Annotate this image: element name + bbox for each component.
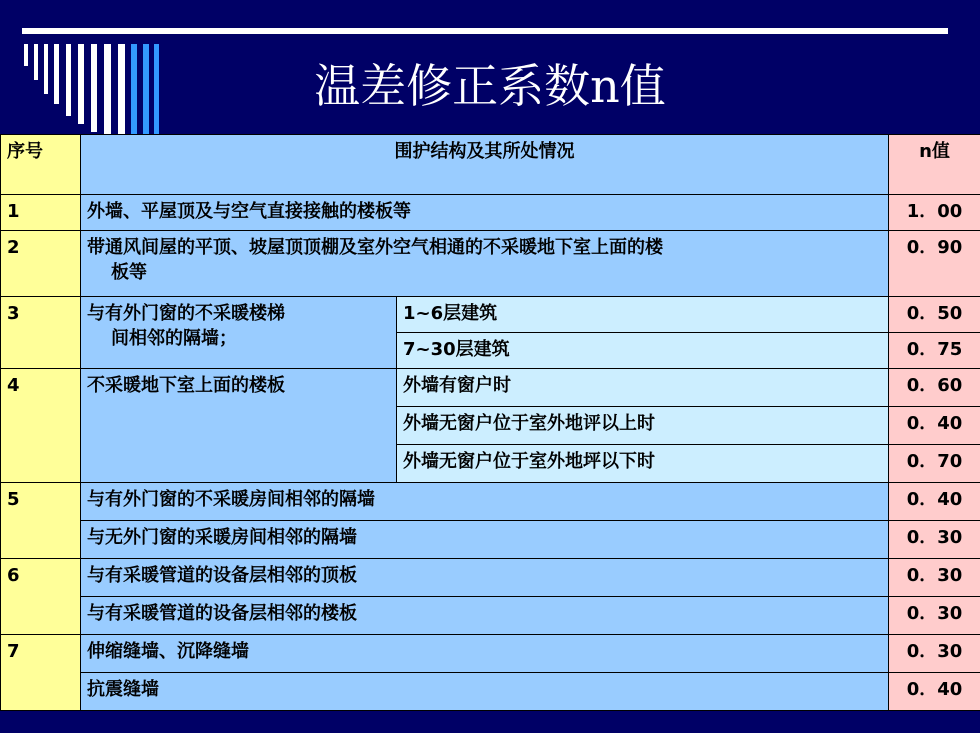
top-rule xyxy=(22,28,948,34)
coefficient-table xyxy=(0,134,980,711)
value-cell: 0．90 xyxy=(889,231,980,297)
desc-cell: 与有采暖管道的设备层相邻的楼板 xyxy=(81,597,889,635)
seq-cell: 4 xyxy=(1,369,81,483)
seq-cell: 3 xyxy=(1,297,81,369)
seq-cell: 2 xyxy=(1,231,81,297)
table-row xyxy=(1,673,980,711)
value-cell: 0．40 xyxy=(889,407,980,445)
desc-line: 间相邻的隔墙； xyxy=(111,328,237,349)
desc-cell: 伸缩缝墙、沉降缝墙 xyxy=(81,635,889,673)
desc-cell: 抗震缝墙 xyxy=(81,673,889,711)
table-row xyxy=(1,559,980,597)
desc-line: 带通风间屋的平顶、坡屋顶顶棚及室外空气相通的不采暖地下室上面的楼 xyxy=(87,237,663,258)
value-cell: 0．75 xyxy=(889,333,980,369)
table-row xyxy=(1,635,980,673)
header-desc: 围护结构及其所处情况 xyxy=(81,135,889,195)
value-cell: 0．70 xyxy=(889,445,980,483)
value-cell: 0．30 xyxy=(889,635,980,673)
table-header-row xyxy=(1,135,980,195)
sub-desc-cell: 7~30层建筑 xyxy=(397,333,889,369)
desc-line: 与有外门窗的不采暖楼梯 xyxy=(87,303,285,324)
table-row xyxy=(1,231,980,297)
table-row xyxy=(1,297,980,333)
desc-cell xyxy=(81,231,889,297)
seq-cell: 5 xyxy=(1,483,81,559)
value-cell: 0．40 xyxy=(889,483,980,521)
sub-desc-cell: 外墙有窗户时 xyxy=(397,369,889,407)
value-cell: 0．30 xyxy=(889,559,980,597)
table-row xyxy=(1,597,980,635)
sub-desc-cell: 1~6层建筑 xyxy=(397,297,889,333)
sub-desc-cell: 外墙无窗户位于室外地坪以下时 xyxy=(397,445,889,483)
table-row xyxy=(1,195,980,231)
value-cell: 0．50 xyxy=(889,297,980,333)
table-row xyxy=(1,521,980,559)
desc-cell: 与有采暖管道的设备层相邻的顶板 xyxy=(81,559,889,597)
header-val: n值 xyxy=(889,135,980,195)
desc-cell xyxy=(81,297,397,369)
sub-desc-cell: 外墙无窗户位于室外地评以上时 xyxy=(397,407,889,445)
value-cell: 0．30 xyxy=(889,597,980,635)
header-seq: 序号 xyxy=(1,135,81,195)
desc-cell: 外墙、平屋顶及与空气直接接触的楼板等 xyxy=(81,195,889,231)
desc-cell: 不采暖地下室上面的楼板 xyxy=(81,369,397,483)
value-cell: 1．00 xyxy=(889,195,980,231)
value-cell: 0．60 xyxy=(889,369,980,407)
seq-cell: 7 xyxy=(1,635,81,711)
value-cell: 0．30 xyxy=(889,521,980,559)
seq-cell: 1 xyxy=(1,195,81,231)
table-row xyxy=(1,483,980,521)
value-cell: 0．40 xyxy=(889,673,980,711)
desc-line: 板等 xyxy=(111,262,147,283)
desc-cell: 与无外门窗的采暖房间相邻的隔墙 xyxy=(81,521,889,559)
slide-title: 温差修正系数n值 xyxy=(314,59,666,113)
desc-cell: 与有外门窗的不采暖房间相邻的隔墙 xyxy=(81,483,889,521)
seq-cell: 6 xyxy=(1,559,81,635)
table-row xyxy=(1,369,980,407)
